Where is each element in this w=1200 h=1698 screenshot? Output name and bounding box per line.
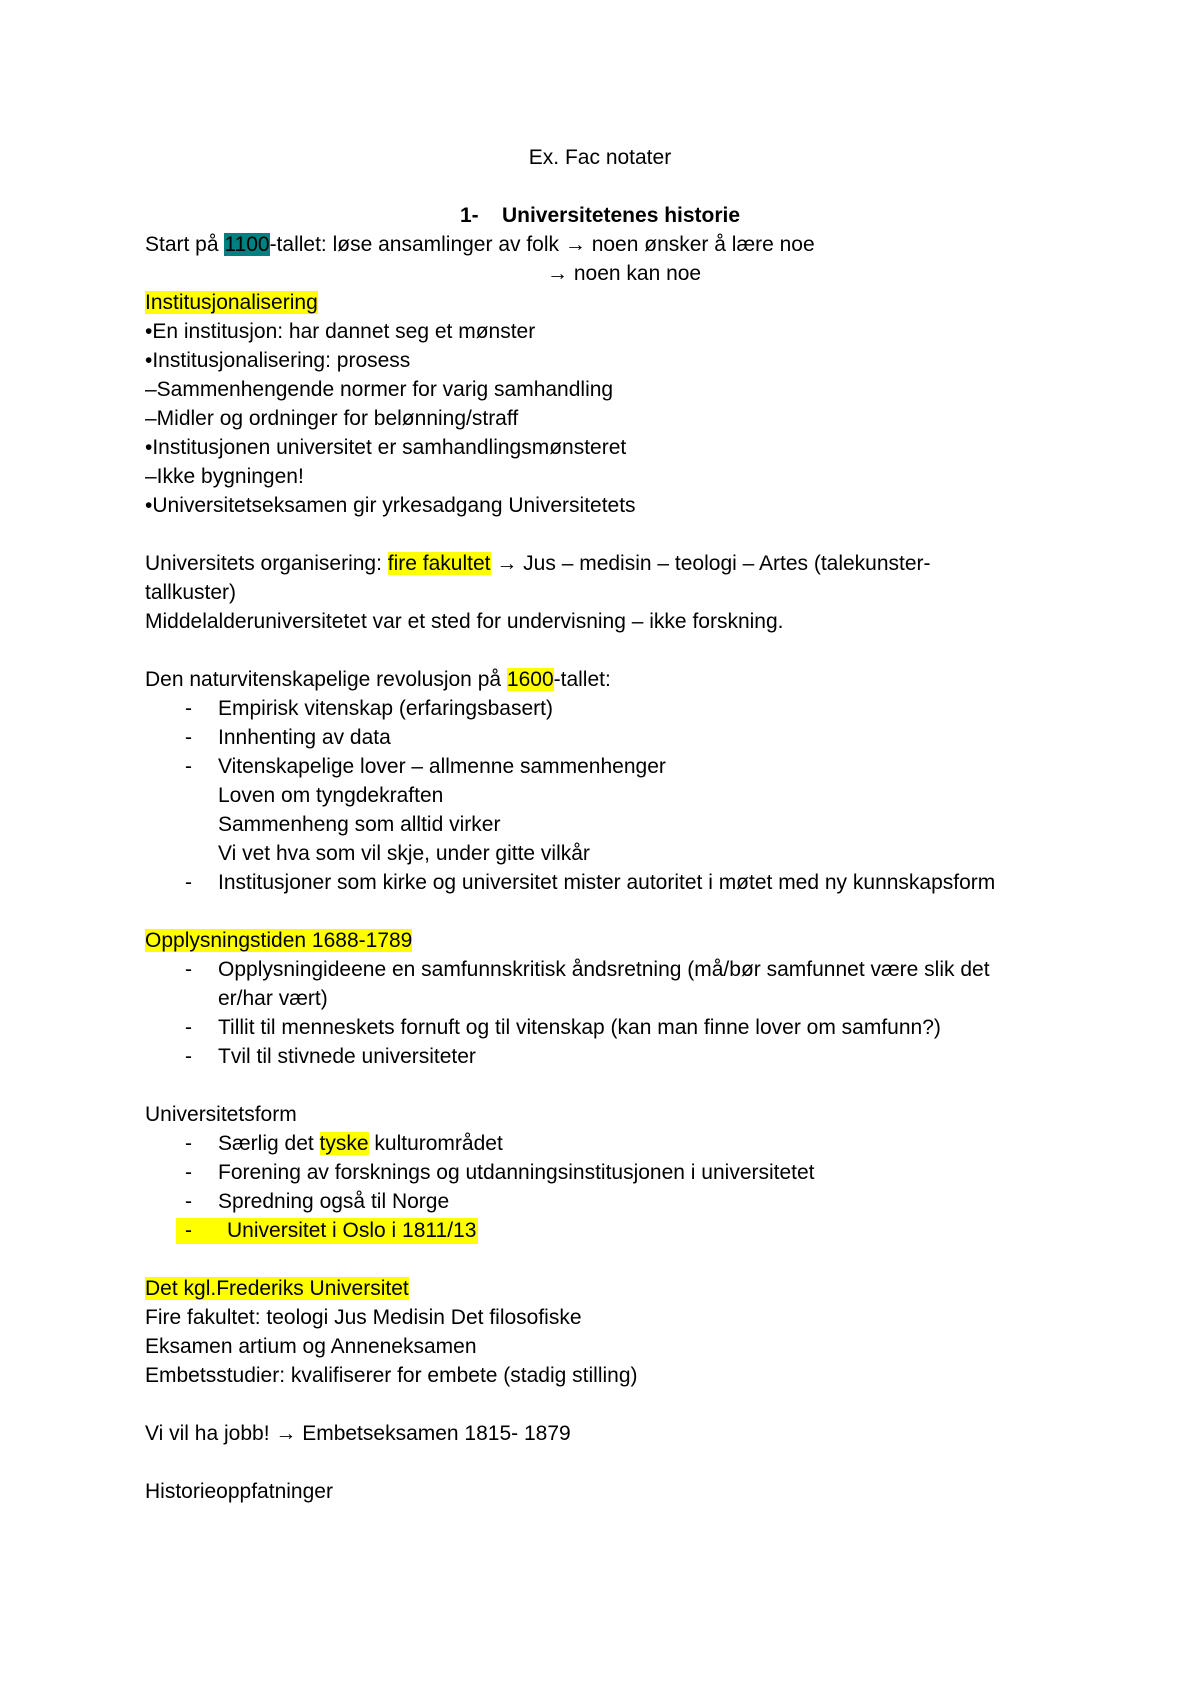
institusjon-line: •En institusjon: har dannet seg et mønster <box>145 320 536 343</box>
opplysning-heading-text: Opplysningstiden 1688-1789 <box>145 929 413 952</box>
revolusjon-pre: Den naturvitenskapelige revolusjon på <box>145 668 507 691</box>
tyske-highlight: tyske <box>319 1132 369 1155</box>
oslo-item-highlight <box>176 1218 478 1244</box>
heading-label: Universitetenes historie <box>501 204 741 227</box>
institusjon-line: •Universitetseksamen gir yrkesadgang Universitetets <box>145 494 636 517</box>
list-dash: - <box>185 755 192 778</box>
item-pre: Særlig det <box>218 1132 320 1155</box>
start-post: -tallet: løse ansamlinger av folk <box>269 233 565 256</box>
list-item: Opplysningideene en samfunnskritisk åndsretning (må/bør samfunnet være slik det <box>218 958 990 981</box>
list-dash: - <box>185 1190 192 1213</box>
arrow-right-icon: → <box>496 552 518 575</box>
institusjon-line: –Midler og ordninger for belønning/straff <box>145 407 519 430</box>
list-item: Empirisk vitenskap (erfaringsbasert) <box>218 697 553 720</box>
list-dash: - <box>185 1016 192 1039</box>
jobb-pre: Vi vil ha jobb! <box>145 1422 276 1445</box>
organisering-post: Jus – medisin – teologi – Artes (talekunster- <box>517 552 931 575</box>
list-dash: - <box>185 1161 192 1184</box>
institusjon-heading <box>145 290 318 316</box>
list-item: Innhenting av data <box>218 726 391 749</box>
list-item: Institusjoner som kirke og universitet mister autoritet i møtet med ny kunnskapsform <box>218 871 996 894</box>
organisering-line <box>145 551 931 577</box>
item-post: kulturområdet <box>368 1132 503 1155</box>
list-subitem: Sammenheng som alltid virker <box>218 813 501 836</box>
institusjon-heading-text: Institusjonalisering <box>145 291 318 314</box>
frederiks-heading <box>145 1276 409 1302</box>
frederiks-line: Embetsstudier: kvalifiserer for embete (stadig stilling) <box>145 1364 638 1387</box>
historie-line: Historieoppfatninger <box>145 1480 333 1503</box>
start-line <box>145 232 815 258</box>
universitetsform-heading: Universitetsform <box>145 1103 297 1126</box>
institusjon-line: •Institusjonalisering: prosess <box>145 349 411 372</box>
oslo-item-text: Universitet i Oslo i 1811/13 <box>227 1219 477 1242</box>
institusjon-line: –Ikke bygningen! <box>145 465 304 488</box>
list-item: Vitenskapelige lover – allmenne sammenhenger <box>218 755 666 778</box>
organisering-line-2: tallkuster) <box>145 581 237 604</box>
year-1100-highlight: 1100 <box>224 233 270 256</box>
arrow-right-icon: → <box>564 233 586 256</box>
list-item: Tillit til menneskets fornuft og til vitenskap (kan man finne lover om samfunn?) <box>218 1016 941 1039</box>
list-dash: - <box>185 1132 192 1155</box>
list-subitem: Loven om tyngdekraften <box>218 784 444 807</box>
frederiks-line: Fire fakultet: teologi Jus Medisin Det filosofiske <box>145 1306 582 1329</box>
jobb-line <box>145 1421 571 1447</box>
list-dash: - <box>185 697 192 720</box>
list-dash: - <box>185 958 192 981</box>
start-rest: noen ønsker å lære noe <box>585 233 815 256</box>
organisering-line-3: Middelalderuniversitetet var et sted for undervisning – ikke forskning. <box>145 610 784 633</box>
list-dash: - <box>185 871 192 894</box>
list-item: Forening av forsknings og utdanningsinstitusjonen i universitetet <box>218 1161 815 1184</box>
list-dash: - <box>185 726 192 749</box>
list-subitem: Vi vet hva som vil skje, under gitte vilkår <box>218 842 590 865</box>
arrow-right-icon: → <box>275 1422 297 1445</box>
list-dash: - <box>185 1045 192 1068</box>
opplysning-heading <box>145 928 412 954</box>
frederiks-line: Eksamen artium og Anneneksamen <box>145 1335 477 1358</box>
start-pre: Start på <box>145 233 225 256</box>
arrow-right-icon: → <box>547 262 568 285</box>
jobb-post: Embetseksamen 1815- 1879 <box>296 1422 571 1445</box>
section-heading-1 <box>0 203 1200 229</box>
list-item-continued: er/har vært) <box>218 987 328 1010</box>
list-item <box>218 1131 503 1157</box>
frederiks-heading-text: Det kgl.Frederiks Universitet <box>145 1277 409 1300</box>
heading-number: 1- <box>459 204 479 227</box>
list-item: Tvil til stivnede universiteter <box>218 1045 476 1068</box>
start-line2-text: noen kan noe <box>568 262 702 285</box>
revolusjon-heading <box>145 667 611 693</box>
list-item: Spredning også til Norge <box>218 1190 450 1213</box>
list-dash: - <box>185 1219 192 1242</box>
document-title: Ex. Fac notater <box>528 146 672 169</box>
year-1600-highlight: 1600 <box>506 668 554 691</box>
fire-fakultet-highlight: fire fakultet <box>387 552 491 575</box>
organisering-pre: Universitets organisering: <box>145 552 388 575</box>
institusjon-line: •Institusjonen universitet er samhandlingsmønsteret <box>145 436 627 459</box>
revolusjon-post: -tallet: <box>553 668 611 691</box>
start-line-2 <box>547 261 701 287</box>
institusjon-line: –Sammenhengende normer for varig samhandling <box>145 378 614 401</box>
